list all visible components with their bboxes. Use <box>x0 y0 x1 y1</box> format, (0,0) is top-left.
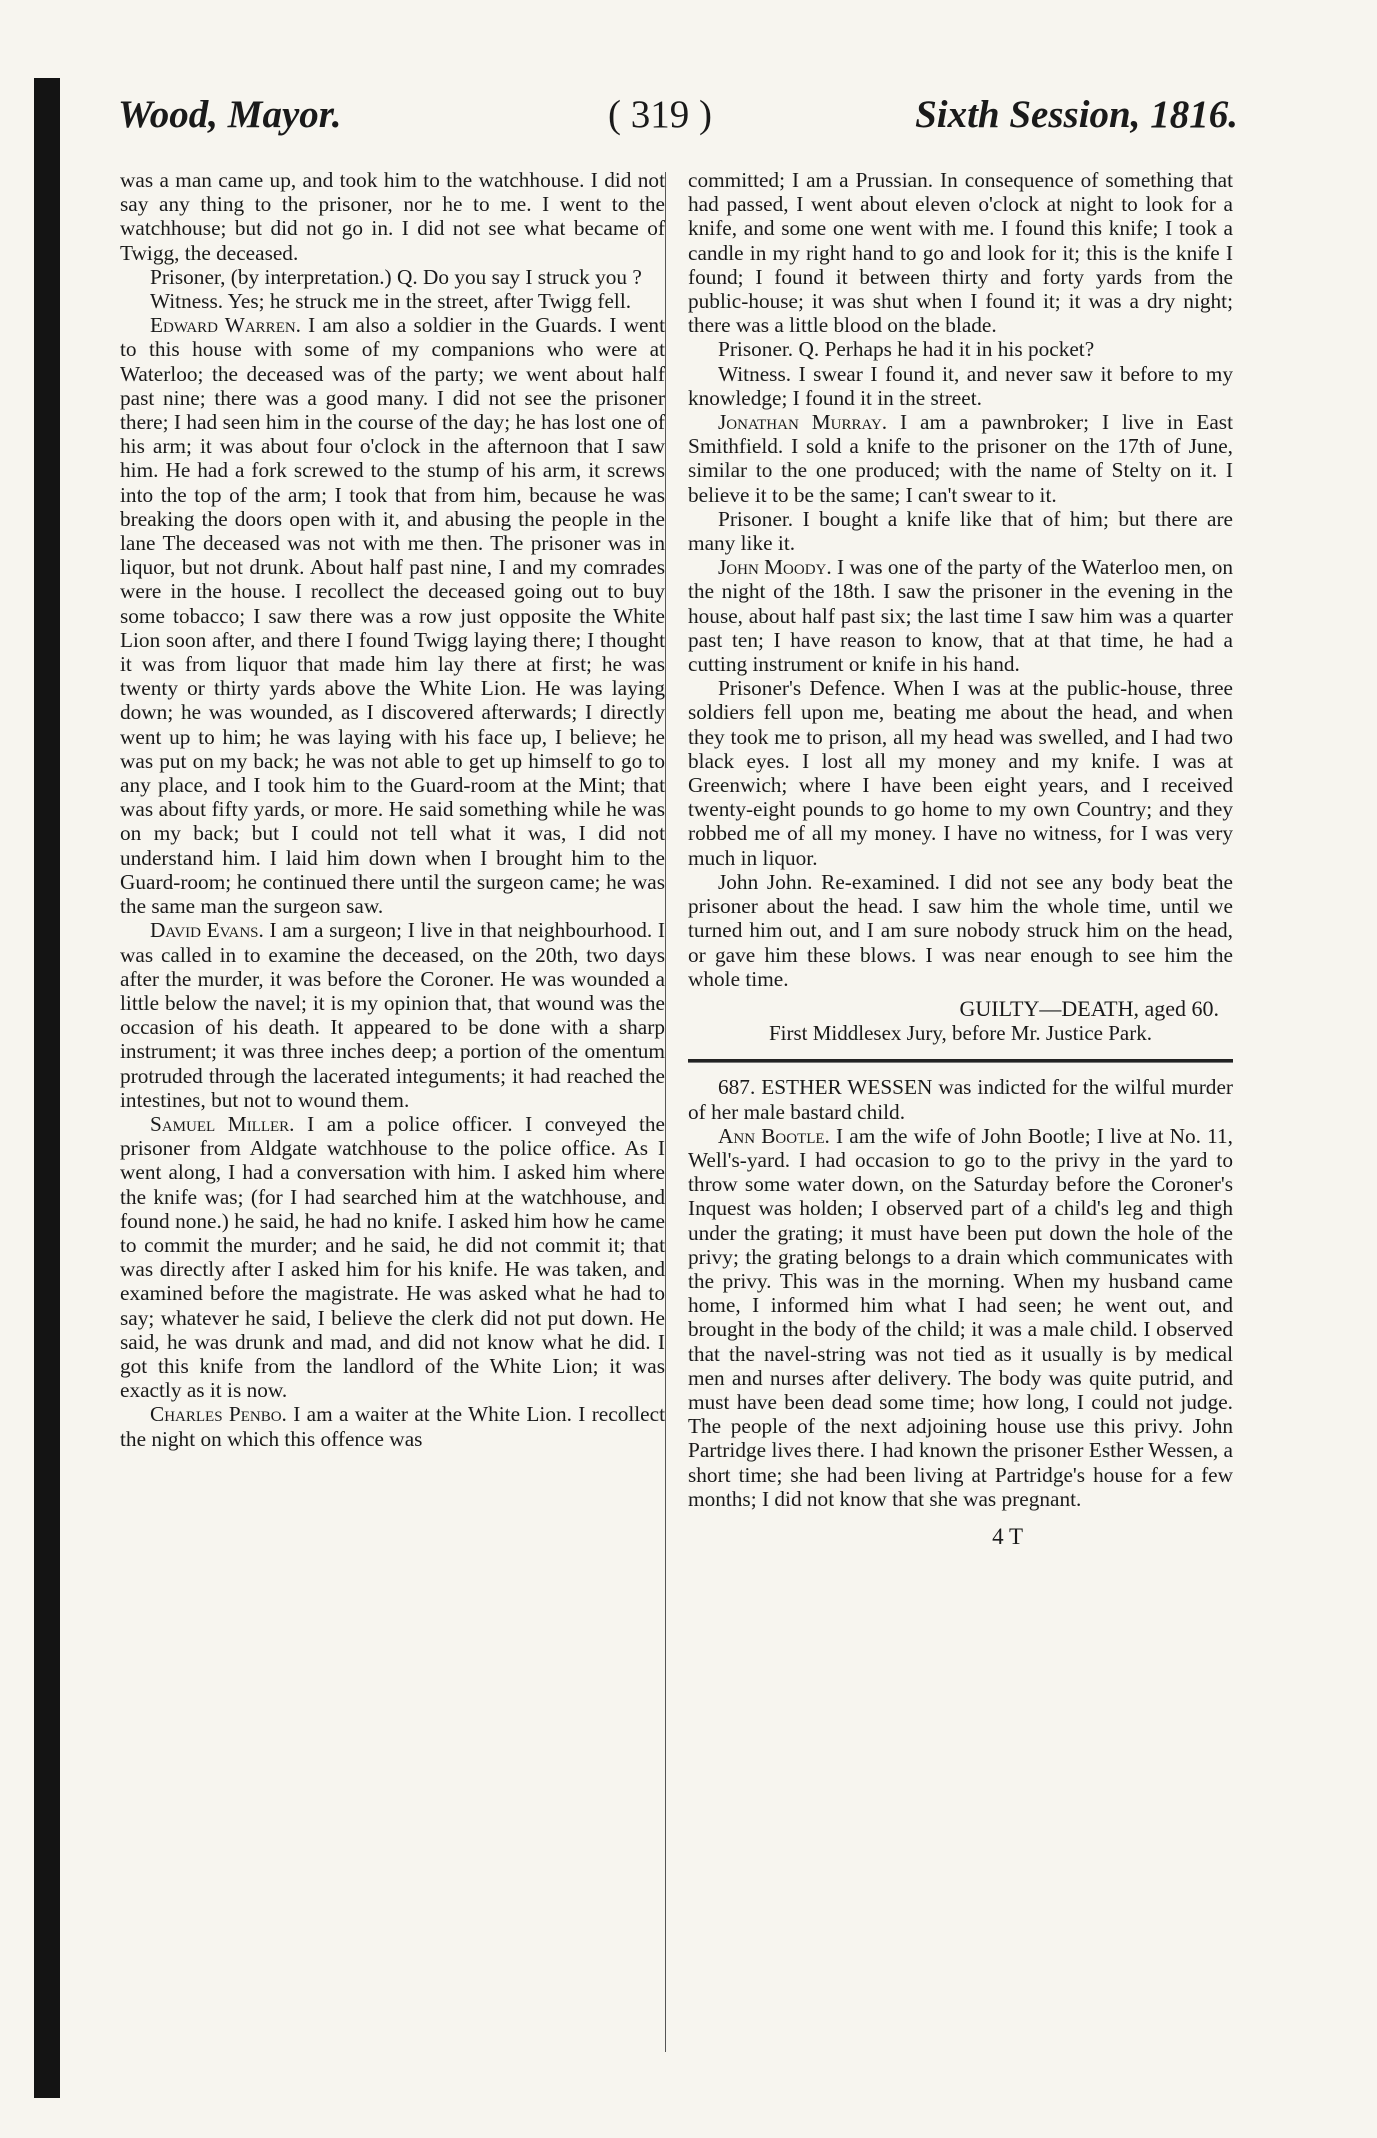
paragraph-text: I am a surgeon; I live in that neighbourhood. I was called in to examine the deceased, on the 20th, two days after the murder, it was before the Coroner. He was wounded a little below the navel; it is my opinion that, that wound was the occasion of his death. It appeared to be done with a sharp instrument; it was three inches deep; a portion of the omentum protruded through the lacerated integuments; it had reached the intestines, but not to wound them. <box>120 918 665 1112</box>
paragraph-text: 687. ESTHER WESSEN was indicted for the wilful murder of her male bastard child. <box>688 1075 1233 1124</box>
witness-name: Ann Bootle. <box>718 1123 830 1148</box>
paragraph <box>688 1124 1233 1511</box>
paragraph <box>688 410 1233 507</box>
paragraph <box>120 265 665 289</box>
paragraph <box>120 1402 665 1450</box>
witness-name: Charles Penbo. <box>150 1402 287 1427</box>
witness-name: John Moody. <box>718 555 832 580</box>
header-mayor: Wood, Mayor. <box>118 93 342 136</box>
paragraph-text: I am a police officer. I conveyed the prisoner from Aldgate watchhouse to the police office. As I went along, I had a conversation with him. I asked him where the knife was; (for I had searched him at the watchhouse, and found none.) he said, he had no knife. I asked him how he came to commit the murder; and he said, he did not commit it; that was directly after I asked him for his knife. He was taken, and examined before the magistrate. He was asked what he had to say; whatever he said, I believe the clerk did not put down. He said, he was drunk and mad, and did not know what he did. I got this knife from the landlord of the White Lion; it was exactly as it is now. <box>120 1111 665 1403</box>
paragraph-text: I am the wife of John Bootle; I live at No. 11, Well's-yard. I had occasion to go to the privy in the yard to throw some water down, on the Saturday before the Coroner's Inquest was holden; I observed part of a child's leg and thigh under the grating; it must have been put down the hole of the privy; the grating belongs to a drain which communicates with the privy. This was in the morning. When my husband came home, I informed him what I had seen; he went out, and brought in the body of the child; it was a male child. I observed that the navel-string was not tied as it usually is by medical men and nurses after delivery. The body was quite putrid, and must have been dead some time; how long, I could not judge. The people of the next adjoining house use this privy. John Partridge lives there. I had known the prisoner Esther Wessen, a short time; she had been living at Partridge's house for a few months; I did not know that she was pregnant. <box>688 1123 1233 1511</box>
paragraph <box>688 168 1233 337</box>
paragraph-text: I am a waiter at the White Lion. I recollect the night on which this offence was <box>120 1402 665 1451</box>
running-head <box>118 92 1238 152</box>
paragraph <box>688 676 1233 870</box>
paragraph-text: committed; I am a Prussian. In consequence of something that had passed, I went about eleven o'clock at night to look for a knife, and some one went with me. I found this knife; I took a candle in my right hand to go and look for it; this is the knife I found; I found it between thirty and forty yards from the public-house; it was shut when I found it; it was a dry night; there was a little blood on the blade. <box>688 168 1233 338</box>
paragraph <box>120 168 665 265</box>
witness-name: Samuel Miller. <box>150 1111 295 1136</box>
witness-name: Jonathan Murray. <box>718 410 888 435</box>
signature-mark: 4 T <box>992 1523 1023 1549</box>
header-session: Sixth Session, 1816. <box>915 93 1238 136</box>
paragraph-text: I was one of the party of the Waterloo men, on the night of the 18th. I saw the prisoner in the evening in the house, about half past six; the last time I saw him was a quarter past ten; I have reason to know, that at that time, he had a cutting instrument or knife in his hand. <box>688 555 1234 677</box>
paragraph-text: Witness. Yes; he struck me in the street, after Twigg fell. <box>150 289 632 314</box>
paragraph-text: Witness. I swear I found it, and never saw it before to my knowledge; I found it in the street. <box>688 361 1233 410</box>
paragraph <box>688 507 1233 555</box>
paragraph-text: Prisoner, (by interpretation.) Q. Do you say I struck you ? <box>150 264 642 289</box>
paragraph <box>688 362 1233 410</box>
paragraph-text: was a man came up, and took him to the watchhouse. I did not say any thing to the prisoner, nor he to me. I went to the watchhouse; but did not go in. I did not see what became of Twigg, the deceased. <box>120 168 665 265</box>
paragraph <box>688 870 1233 991</box>
page-edge-shadow <box>34 78 60 2098</box>
paragraph <box>688 555 1233 676</box>
paragraph <box>120 313 665 918</box>
section-separator <box>688 1059 1233 1063</box>
paragraph-text: Prisoner. Q. Perhaps he had it in his pocket? <box>718 337 1095 362</box>
paragraph <box>688 1075 1233 1123</box>
jury-line: First Middlesex Jury, before Mr. Justice Park. <box>768 1021 1152 1046</box>
page-number: ( 319 ) <box>608 93 712 136</box>
paragraph-text: Prisoner. I bought a knife like that of him; but there are many like it. <box>688 506 1233 556</box>
paragraph-text: Prisoner's Defence. When I was at the public-house, three soldiers fell upon me, beating me about the head, and when they took me to prison, all my head was swelled, and I had two black eyes. I lost all my money and my knife. I was at Greenwich; where I have been eight years, and I received twenty-eight pounds to go home to my own Country; and they robbed me of all my money. I have no witness, for I was very much in liquor. <box>688 676 1233 870</box>
paragraph <box>120 918 665 1112</box>
column-rule <box>665 172 666 2052</box>
verdict: GUILTY—DEATH, aged 60. <box>959 995 1219 1021</box>
paragraph-text: I am a pawnbroker; I live in East Smithfield. I sold a knife to the prisoner on the 17th of June, similar to the one produced; with the name of Stelty on it. I believe it to be the same; I can't swear to it. <box>688 410 1233 507</box>
left-column <box>120 168 665 1451</box>
witness-name: Edward Warren. <box>150 313 302 338</box>
right-column <box>688 168 1233 1549</box>
witness-name: David Evans. <box>150 918 264 943</box>
paragraph-text: John John. Re-examined. I did not see any body beat the prisoner about the head. I saw him the whole time, until we turned him out, and I am sure nobody struck him on the head, or gave him these blows. I was near enough to see him the whole time. <box>688 869 1233 991</box>
paragraph-text: I am also a soldier in the Guards. I went to this house with some of my companions who were at Waterloo; the deceased was of the party; we went about half past nine; there was a good many. I did not see the prisoner there; I had seen him in the course of the day; he has lost one of his arm; it was about four o'clock in the afternoon that I saw him. He had a fork screwed to the stump of his arm, it screws into the top of the arm; I took that from him, because he was breaking the doors open with it, and abusing the people in the lane The deceased was not with me then. The prisoner was in liquor, but not drunk. About half past nine, I and my comrades were in the house. I recollect the deceased going out to buy some tobacco; I saw there was a row just opposite the White Lion soon after, and there I found Twigg laying there; I thought it was from liquor that made him lay there at first; he was twenty or thirty yards above the White Lion. He was laying down; he was wounded, as I discovered afterwards; I directly went up to him; he was laying with his face up, I believe; he was put on my back; he was not able to get up himself to go to any place, and I took him to the Guard-room at the Mint; that was about fifty yards, or more. He said something while he was on my back; but I could not tell what it was, I did not understand him. I laid him down when I brought him to the Guard-room; he continued there until the surgeon came; he was the same man the surgeon saw. <box>120 313 665 919</box>
paragraph <box>120 1112 665 1402</box>
paragraph <box>120 289 665 313</box>
paragraph <box>688 337 1233 361</box>
